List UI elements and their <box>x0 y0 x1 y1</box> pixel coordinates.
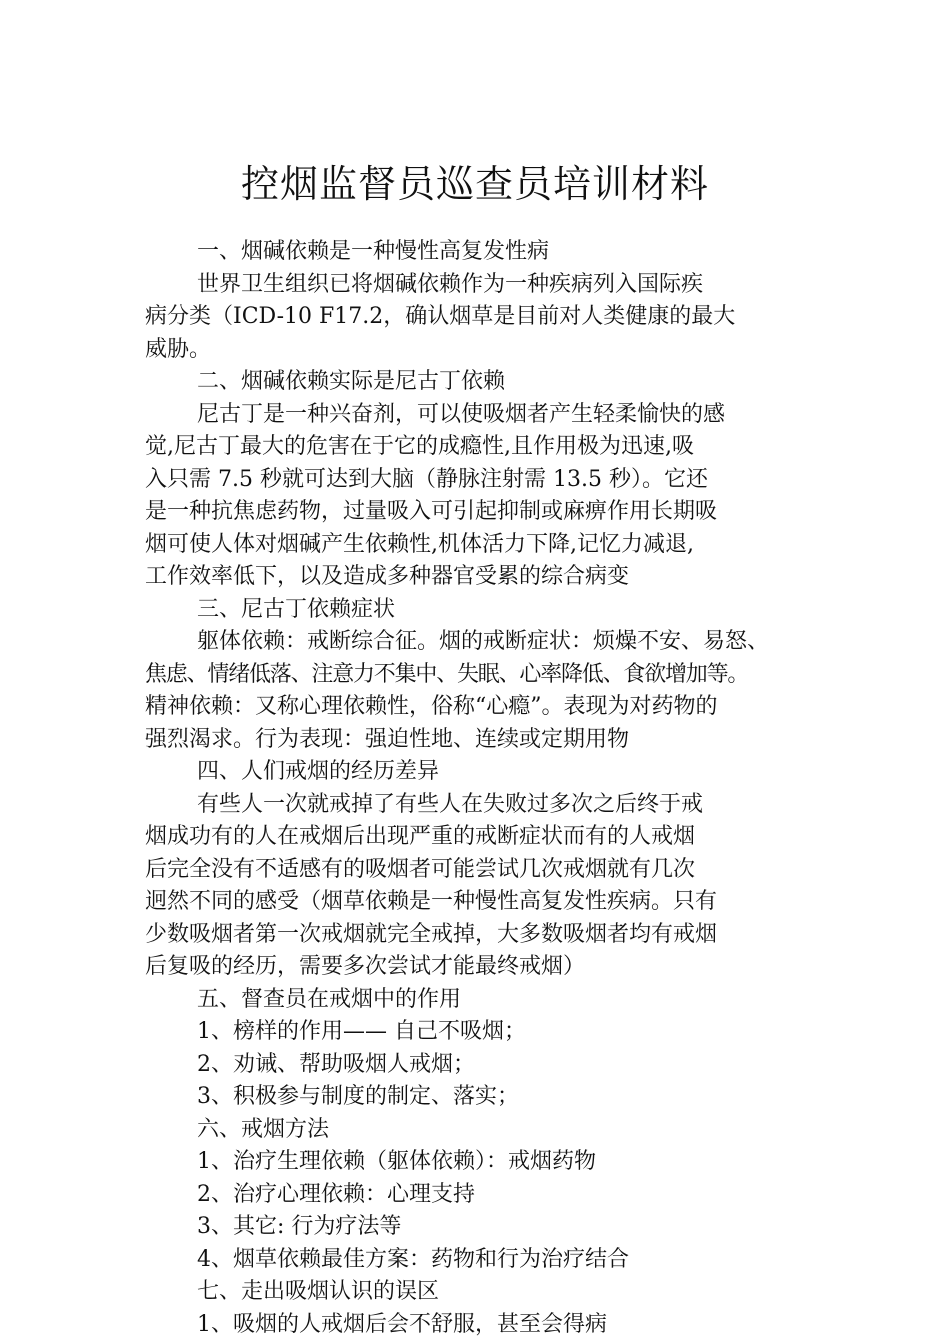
heading-section-6: 六、戒烟方法 <box>197 1116 330 1142</box>
paragraph-line: 精神依赖：又称心理依赖性，俗称“心瘾”。表现为对药物的 <box>145 694 718 719</box>
paragraph-line: 病分类（ICD-10 F17.2，确认烟草是目前对人类健康的最大 <box>145 304 736 329</box>
paragraph-line: 后复吸的经历，需要多次尝试才能最终戒烟） <box>145 954 586 979</box>
list-item: 2、治疗心理依赖：心理支持 <box>197 1181 475 1207</box>
paragraph-line: 尼古丁是一种兴奋剂，可以使吸烟者产生轻柔愉快的感 <box>197 401 726 427</box>
list-item: 2、劝诫、帮助吸烟人戒烟； <box>197 1051 475 1077</box>
heading-section-7: 七、走出吸烟认识的误区 <box>197 1279 440 1304</box>
paragraph-line: 躯体依赖：戒断综合征。烟的戒断症状：烦燥不安、易怒、 <box>197 629 770 654</box>
list-item: 4、烟草依赖最佳方案：药物和行为治疗结合 <box>197 1246 629 1272</box>
paragraph-line: 强烈渴求。行为表现：强迫性地、连续或定期用物 <box>145 726 630 752</box>
heading-section-1: 一、烟碱依赖是一种慢性高复发性病 <box>197 239 550 264</box>
list-item: 1、榜样的作用—— 自己不吸烟； <box>197 1019 526 1044</box>
list-item: 3、其它: 行为疗法等 <box>197 1214 402 1239</box>
paragraph-line: 少数吸烟者第一次戒烟就完全戒掉，大多数吸烟者均有戒烟 <box>145 921 718 947</box>
paragraph-line: 是一种抗焦虑药物，过量吸入可引起抑制或麻痹作用长期吸 <box>145 499 718 524</box>
document-title: 控烟监督员巡查员培训材料 <box>240 162 709 206</box>
paragraph-line: 工作效率低下，以及造成多种器官受累的综合病变 <box>145 564 630 589</box>
heading-section-3: 三、尼古丁依赖症状 <box>197 596 396 622</box>
list-item: 3、积极参与制度的制定、落实； <box>197 1084 519 1109</box>
paragraph-line: 后完全没有不适感有的吸烟者可能尝试几次戒烟就有几次 <box>145 856 696 882</box>
paragraph-line: 焦虑、情绪低落、注意力不集中、失眠、心率降低、食欲增加等。 <box>145 661 749 687</box>
heading-section-4: 四、人们戒烟的经历差异 <box>197 759 440 784</box>
paragraph-line: 觉,尼古丁最大的危害在于它的成瘾性,且作用极为迅速,吸 <box>145 434 694 459</box>
paragraph-line: 烟成功有的人在戒烟后出现严重的戒断症状而有的人戒烟 <box>145 824 696 849</box>
document-body <box>145 236 815 1341</box>
heading-section-2: 二、烟碱依赖实际是尼古丁依赖 <box>197 369 506 394</box>
paragraph-line: 迥然不同的感受（烟草依赖是一种慢性高复发性疾病。只有 <box>145 889 718 914</box>
list-item: 1、吸烟的人戒烟后会不舒服，甚至会得病 <box>197 1311 607 1337</box>
paragraph-line: 世界卫生组织已将烟碱依赖作为一种疾病列入国际疾 <box>197 271 704 297</box>
paragraph-line: 有些人一次就戒掉了有些人在失败过多次之后终于戒 <box>197 791 704 817</box>
paragraph-line: 入只需 7.5 秒就可达到大脑（静脉注射需 13.5 秒）。它还 <box>145 466 708 492</box>
heading-section-5: 五、督查员在戒烟中的作用 <box>197 986 462 1012</box>
paragraph-line: 威胁。 <box>145 336 212 362</box>
list-item: 1、治疗生理依赖（躯体依赖）：戒烟药物 <box>197 1149 596 1174</box>
paragraph-line: 烟可使人体对烟碱产生依赖性,机体活力下降,记忆力减退, <box>145 531 694 557</box>
